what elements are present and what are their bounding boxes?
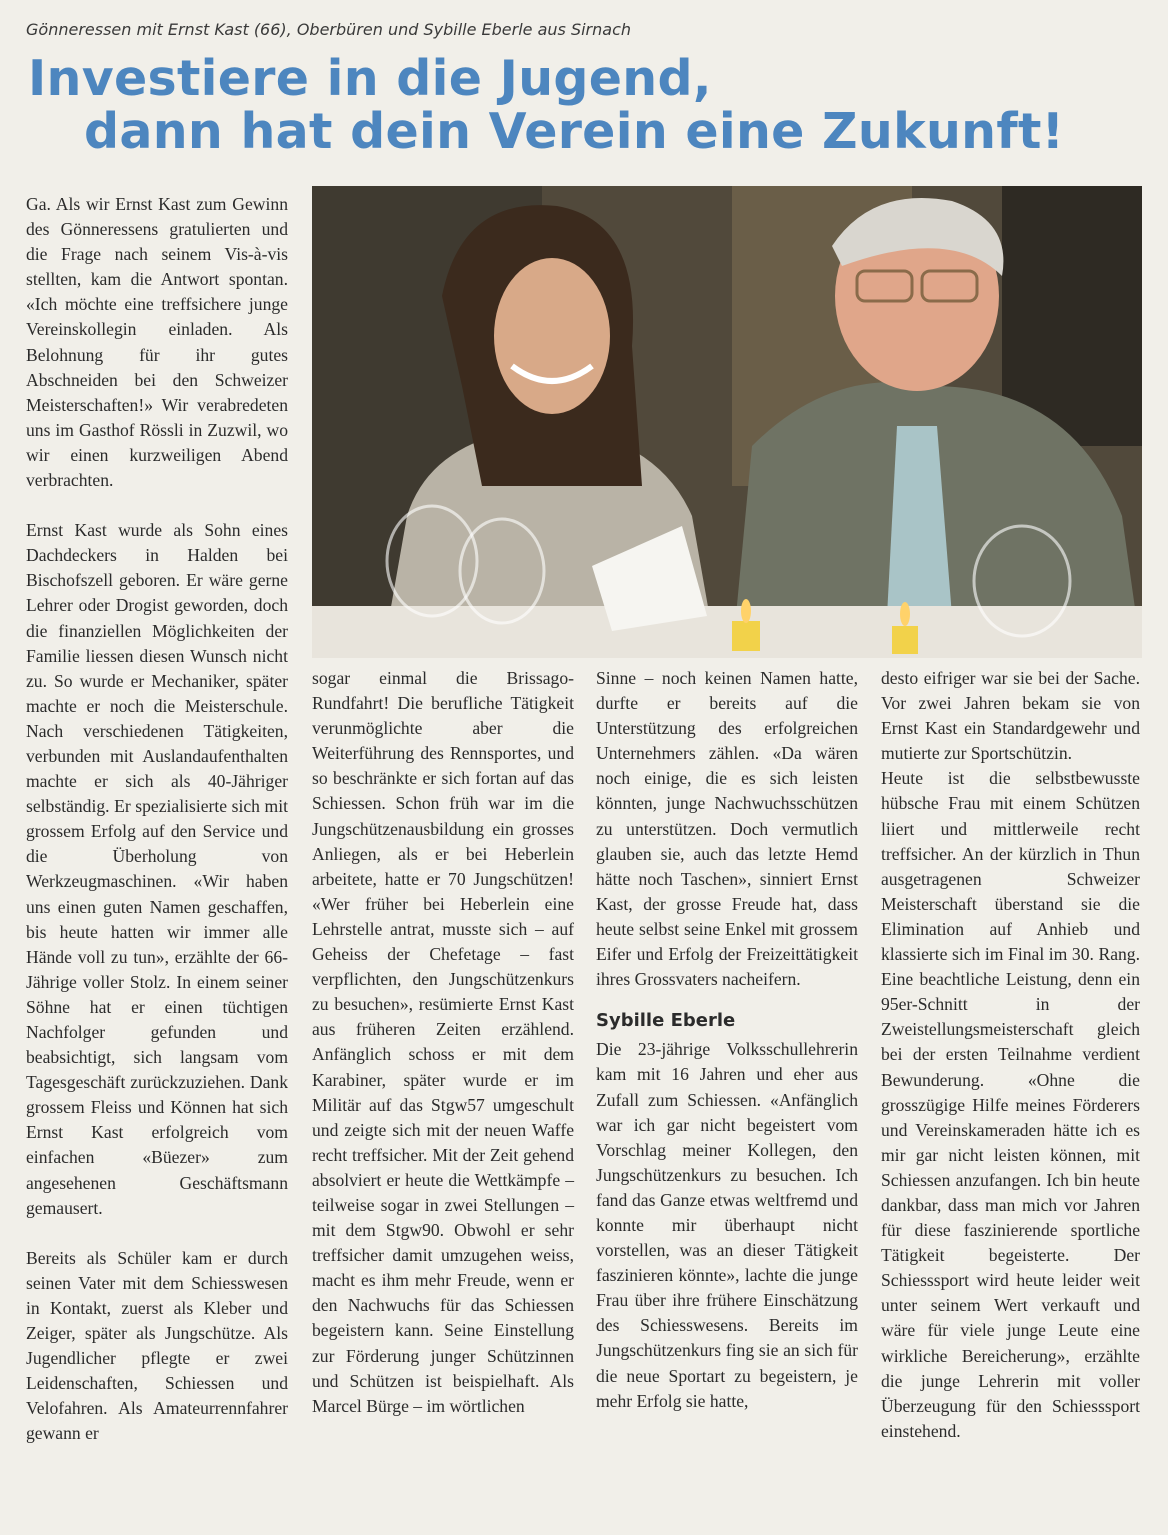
article-column-2 [312, 666, 574, 1444]
paragraph: Die 23-jährige Volksschullehrerin kam mit 16 Jahren und eher aus Zufall zum Schiessen. «Anfänglich war ich gar nicht begeistert vom Vorschlag meiner Kollegen, den Jungschützenkurs zu besuchen. Ich fand das Ganze etwas weltfremd und konnte mir überhaupt nicht vorstellen, was an dieser Tätigkeit faszinieren könnte», lachte die junge Frau über ihre frühere Einschätzung des Schiesswesens. Bereits im Jungschützenkurs fing sie an sich für die neue Sportart zu begeistern, je mehr Erfolg sie hatte, [596, 1039, 858, 1411]
section-subhead: Sybille Eberle [596, 1010, 736, 1032]
paragraph: Bereits als Schüler kam er durch seinen Vater mit dem Schiesswesen in Kontakt, zuerst als Kleber und Zeiger, später als Jungschütze. Als Jugendlicher pflegte er zwei Leidenschaften, Schiessen und Velofahren. Als Amateurrennfahrer gewann er [26, 1247, 288, 1444]
headline-line-1: Investiere in die Jugend, [28, 50, 712, 107]
article-column-1 [26, 192, 288, 1472]
article-headline [28, 52, 1148, 158]
article-photo [312, 186, 1142, 658]
article-kicker: Gönneressen mit Ernst Kast (66), Oberbüren und Sybille Eberle aus Sirnach [26, 20, 632, 39]
headline-line-2: dann hat dein Verein eine Zukunft! [84, 103, 1065, 160]
paragraph: Heute ist die selbstbewusste hübsche Frau mit einem Schützen liiert und mittlerweile recht treffsicher. An der kürzlich in Thun ausgetragenen Schweizer Meisterschaft überstand sie die Elimination auf Anhieb und klassierte sich im Final im 30. Rang. Eine beachtliche Leistung, denn ein 95er-Schnitt in der Zweistellungsmeisterschaft gleich bei der ersten Teilnahme verdient Bewunderung. «Ohne die grosszügige Hilfe meines Förderers und Vereinskameraden hätte ich es mir gar nicht leisten können, mit Schiessen anzufangen. Ich bin heute dankbar, dass man mich vor Jahren für diese faszinierende sportliche Tätigkeit begeisterte. Der Schiesssport wird heute leider weit unter seinem Wert verkauft und wäre für viele junge Leute eine wirkliche Bereicherung», erzählte die junge Lehrerin mit voller Überzeugung für den Schiesssport einstehend. [881, 768, 1140, 1441]
article-column-3 [596, 666, 858, 1439]
paragraph: Sinne – noch keinen Namen hatte, durfte er bereits auf die Unterstützung des erfolgreichen Unternehmers zählen. «Da wären noch einige, die es sich leisten könnten, junge Nachwuchsschützen zu unterstützen. Doch vermutlich glauben sie, auch das letzte Hemd hätte noch Taschen», sinniert Ernst Kast, der grosse Freude hat, dass heute selbst seine Enkel mit grossem Eifer und Erfolg der Freizeittätigkeit ihres Grossvaters nacheifern. [596, 668, 858, 990]
article-column-4 [881, 666, 1140, 1469]
paragraph: desto eifriger war sie bei der Sache. Vor zwei Jahren bekam sie von Ernst Kast ein Standardgewehr und mutierte zur Sportschützin. [881, 668, 1140, 764]
paragraph: sogar einmal die Brissago-Rundfahrt! Die berufliche Tätigkeit verunmöglichte aber die Weiterführung des Rennsportes, und so beschränkte er sich fortan auf das Schiessen. Schon früh war im die Jungschützenausbildung ein grosses Anliegen, als er bei Heberlein arbeitete, hatte er 70 Jungschützen! «Wer früher bei Heberlein eine Lehrstelle antrat, musste sich – auf Geheiss der Chefetage – fast verpflichten, den Jungschützenkurs zu besuchen», resümierte Ernst Kast aus früheren Zeiten erzählend. Anfänglich schoss er mit dem Karabiner, später wurde er im Militär auf das Stgw57 umgeschult und zeigte sich mit der neuen Waffe recht treffsicher. Mit der Zeit gehend absolviert er heute die Wettkämpfe – teilweise sogar in zwei Stellungen – mit dem Stgw90. Obwohl er sehr treffsicher damit umzugehen weiss, macht es ihm mehr Freude, wenn er den Nachwuchs für das Schiessen begeistern kann. Seine Einstellung zur Förderung junger Schützinnen und Schützen ist beispielhaft. Als Marcel Bürge – im wörtlichen [312, 668, 574, 1416]
paragraph: Ernst Kast wurde als Sohn eines Dachdeckers in Halden bei Bischofszell geboren. Er wäre gerne Lehrer oder Drogist geworden, doch die finanziellen Möglichkeiten der Familie liessen diesen Wunsch nicht zu. So wurde er Mechaniker, später machte er noch die Meisterschule. Nach verschiedenen Tätigkeiten, verbunden mit Auslandaufenthalten machte er sich als 40-Jähriger selbständig. Er spezialisierte sich mit grossem Erfolg auf den Service und die Überholung von Werkzeugmaschinen. «Wir haben uns einen guten Namen geschaffen, bis heute hatten wir immer alle Hände voll zu tun», erzählte der 66-Jährige voller Stolz. In einem seiner Söhne hat er einen tüchtigen Nachfolger gefunden und beabsichtigt, sich langsam vom Tagesgeschäft zurückzuziehen. Dank grossem Fleiss und Können hat sich Ernst Kast erfolgreich vom einfachen «Büezer» zum angesehenen Geschäftsmann gemausert. [26, 520, 288, 1218]
paragraph: Ga. Als wir Ernst Kast zum Gewinn des Gönneressens gratulierten und die Frage nach seinem Vis-à-vis stellten, kam die Antwort spontan. «Ich möchte eine treffsichere junge Vereinskollegin einladen. Als Belohnung für ihr gutes Abschneiden bei den Schweizer Meisterschaften!» Wir verabredeten uns im Gasthof Rössli in Zuzwil, wo wir einen kurzweiligen Abend verbrachten. [26, 194, 288, 491]
